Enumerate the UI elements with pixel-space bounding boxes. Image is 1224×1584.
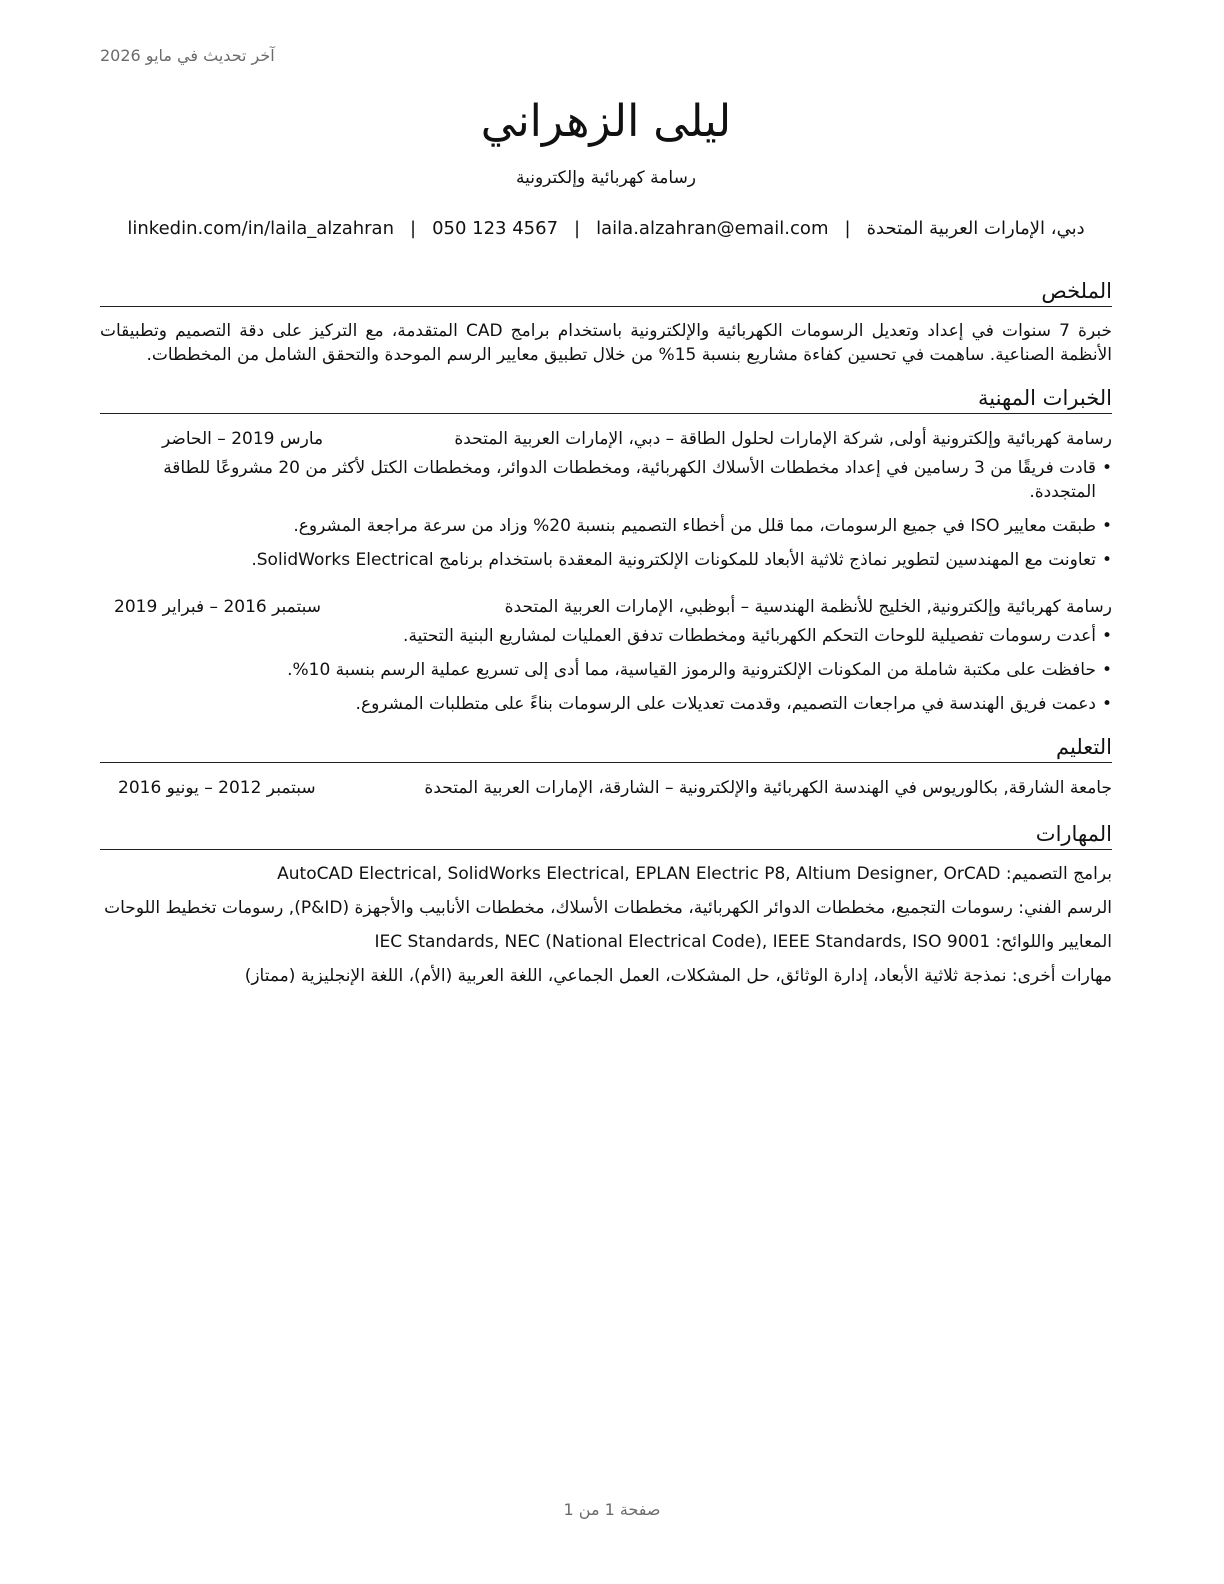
list-item: • طبقت معايير ISO في جميع الرسومات، مما قلل من أخطاء التصميم بنسبة 20% وزاد من سرعة مراجعة المشروع. (293, 516, 1112, 536)
resume-header (100, 92, 1112, 242)
contact-line (100, 216, 1112, 242)
bullet-icon: • (1101, 458, 1112, 478)
contact-separator: | (844, 218, 851, 239)
list-item: • حافظت على مكتبة شاملة من المكونات الإلكترونية والرموز القياسية، مما أدى إلى تسريع عملية الرسم بنسبة 10%. (287, 660, 1112, 680)
list-item: • دعمت فريق الهندسة في مراجعات التصميم، وقدمت تعديلات على الرسومات بناءً على متطلبات المشروع. (355, 694, 1112, 714)
skills-list (100, 862, 1112, 988)
page-number: صفحة 1 من 1 (563, 1500, 661, 1519)
skills-line: المعايير واللوائح: IEC Standards, NEC (National Electrical Code), IEEE Standards, ISO 9001 (374, 932, 1112, 952)
candidate-name: ليلى الزهراني (480, 96, 732, 147)
education-institution: جامعة الشارقة, بكالوريوس في الهندسة الكهربائية والإلكترونية – الشارقة، الإمارات العربية المتحدة (424, 778, 1112, 798)
bullet-icon: • (1101, 516, 1112, 536)
job-header (100, 426, 1112, 452)
bullet-icon: • (1101, 626, 1112, 646)
education-entry (100, 775, 1112, 801)
list-item: • تعاونت مع المهندسين لتطوير نماذج ثلاثية الأبعاد للمكونات الإلكترونية المعقدة باستخدام برنامج SolidWorks Electrical. (251, 550, 1112, 570)
job-entry (100, 426, 1112, 572)
last-updated-note: آخر تحديث في مايو 2026 (100, 46, 275, 65)
education-dates: سبتمبر 2012 – يونيو 2016 (118, 778, 316, 798)
job-header (100, 594, 1112, 620)
bullet-icon: • (1101, 550, 1112, 570)
skills-heading: المهارات (100, 819, 1112, 850)
job-entry (100, 594, 1112, 716)
resume-body (100, 276, 1112, 998)
contact-separator: | (410, 218, 417, 239)
list-item: • أعدت رسومات تفصيلية للوحات التحكم الكهربائية ومخططات تدفق العمليات لمشاريع البنية التحتية. (403, 626, 1112, 646)
contact-location: دبي، الإمارات العربية المتحدة (866, 218, 1085, 239)
job-bullets (100, 456, 1112, 572)
job-dates: مارس 2019 – الحاضر (162, 429, 324, 449)
bullet-icon: • (1101, 660, 1112, 680)
contact-separator: | (574, 218, 581, 239)
skills-line: الرسم الفني: رسومات التجميع، مخططات الدوائر الكهربائية، مخططات الأسلاك، مخططات الأنابيب والأجهزة (P&ID), رسومات تخطيط اللوحات (104, 898, 1112, 918)
job-bullets (100, 624, 1112, 716)
job-role-company: رسامة كهربائية وإلكترونية أولى, شركة الإمارات لحلول الطاقة – دبي، الإمارات العربية المتحدة (454, 429, 1112, 449)
experience-heading: الخبرات المهنية (100, 383, 1112, 414)
bullet-icon: • (1101, 694, 1112, 714)
candidate-title: رسامة كهربائية وإلكترونية (515, 168, 697, 188)
list-item: • قادت فريقًا من 3 رسامين في إعداد مخططات الأسلاك الكهربائية، ومخططات الدوائر، ومخططات الكتل لأكثر من 20 مشروعًا للطاقة المتجددة. (163, 458, 1112, 502)
job-role-company: رسامة كهربائية وإلكترونية, الخليج للأنظمة الهندسية – أبوظبي، الإمارات العربية المتحدة (504, 597, 1112, 617)
contact-email[interactable]: laila.alzahran@email.com (596, 218, 829, 239)
contact-linkedin[interactable]: linkedin.com/in/laila_alzahran (127, 218, 394, 239)
summary-text: خبرة 7 سنوات في إعداد وتعديل الرسومات الكهربائية والإلكترونية باستخدام برامج CAD المتقدمة، مع التركيز على دقة التصميم وتطبيقات الأنظمة الصناعية. ساهمت في تحسين كفاءة مشاريع بنسبة 15% من خلال تطبيق معايير الرسم الموحدة والتحقق الشامل من المخططات. (100, 321, 1112, 365)
contact-phone: 050 123 4567 (432, 218, 559, 239)
skills-line: برامج التصميم: AutoCAD Electrical, SolidWorks Electrical, EPLAN Electric P8, Altium Designer, OrCAD (277, 864, 1112, 884)
education-heading: التعليم (100, 732, 1112, 763)
summary-heading: الملخص (100, 276, 1112, 307)
job-dates: سبتمبر 2016 – فبراير 2019 (114, 597, 321, 617)
skills-line: مهارات أخرى: نمذجة ثلاثية الأبعاد، إدارة الوثائق، حل المشكلات، العمل الجماعي، اللغة العربية (الأم)، اللغة الإنجليزية (ممتاز) (244, 966, 1112, 986)
